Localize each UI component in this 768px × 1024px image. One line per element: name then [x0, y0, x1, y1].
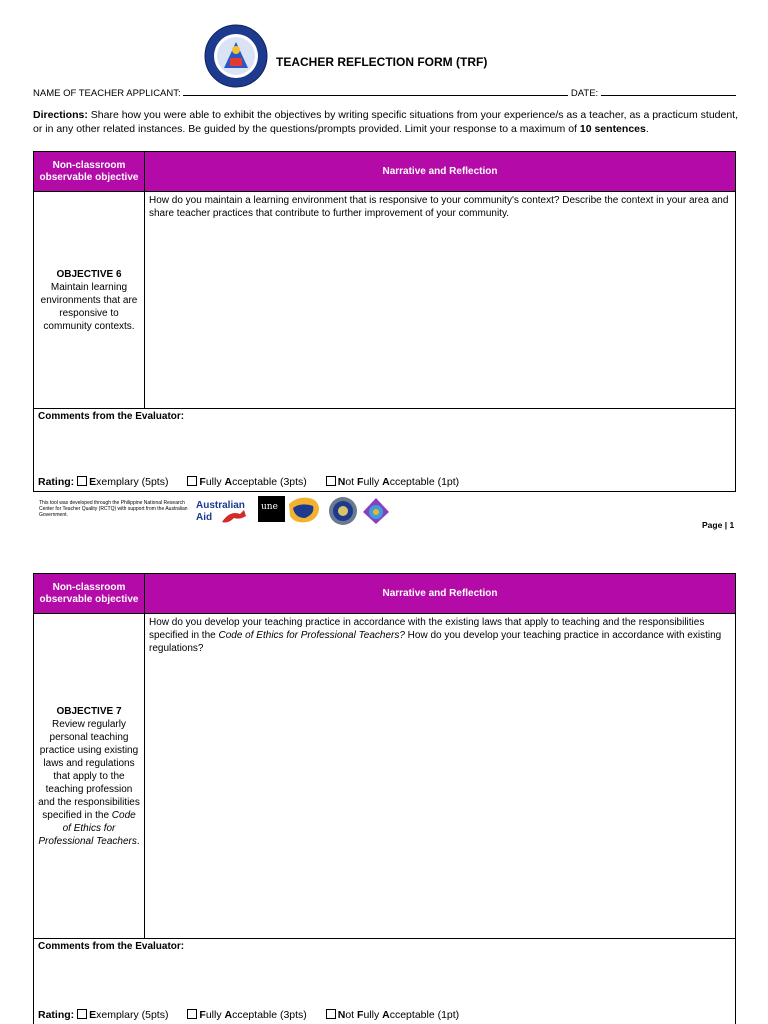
checkbox[interactable] [77, 476, 87, 486]
objective-6-title: OBJECTIVE 6 [56, 268, 122, 280]
opt-text: cceptable (1pt) [389, 476, 460, 488]
opt-initial: F [199, 476, 206, 488]
institution-seal-logo [328, 496, 358, 531]
page-footer [0, 494, 768, 534]
opt-initial: F [357, 1009, 364, 1021]
checkbox[interactable] [187, 1009, 197, 1019]
applicant-name-label: NAME OF TEACHER APPLICANT: [33, 88, 181, 99]
applicant-name-field[interactable] [183, 87, 568, 96]
logo-australian: Australian [196, 500, 245, 511]
rating-exemplary[interactable] [77, 476, 168, 488]
australian-aid-logo [196, 496, 252, 531]
applicant-line [33, 87, 738, 99]
opt-text: ully [363, 476, 383, 488]
page-number [702, 520, 734, 530]
page-value: | 1 [724, 520, 735, 530]
opt-initial: F [357, 476, 364, 488]
opt-initial: A [382, 476, 390, 488]
checkbox[interactable] [77, 1009, 87, 1019]
obj7-prompt-text: How do you develop your teaching practice in accordance with the existing laws that apply to teaching and the responsibilities specified in the [149, 617, 705, 641]
obj7-desc-italic: Code of Ethics for Professional Teachers [38, 809, 137, 847]
comments-label: Comments from the Evaluator: [38, 941, 185, 952]
date-field[interactable] [601, 87, 736, 96]
evaluator-comments-6[interactable] [34, 409, 736, 492]
footer-note: This tool was developed through the Philippine National Research Center for Teacher Quality (RCTQ) with support from the Australian Government. [39, 500, 188, 518]
obj7-prompt-italic: Code of Ethics for Professional Teachers? [218, 630, 405, 641]
opt-initial: N [337, 476, 346, 488]
deped-seal [196, 24, 276, 88]
opt-text: ot [345, 1009, 358, 1021]
opt-text: ully [205, 476, 225, 488]
rating-fully-acceptable[interactable] [187, 1009, 306, 1021]
objective-7-table [33, 573, 736, 1024]
objective-7-prompt [149, 616, 731, 655]
objective-6-response-area[interactable] [145, 192, 736, 409]
objective-6-cell [34, 192, 145, 409]
opt-initial: E [89, 1009, 97, 1021]
opt-text: ully [205, 1009, 225, 1021]
rating-row [38, 476, 475, 488]
opt-text: ully [363, 1009, 383, 1021]
spiral-logo [361, 496, 391, 531]
opt-text: ot [345, 476, 358, 488]
opt-text: cceptable (3pts) [232, 1009, 307, 1021]
objective-7-title: OBJECTIVE 7 [56, 705, 122, 717]
opt-text: cceptable (1pt) [389, 1009, 460, 1021]
objective-7-response-area[interactable] [145, 614, 736, 939]
simera-logo [287, 496, 321, 529]
rating-not-fully-acceptable[interactable] [326, 1009, 459, 1021]
opt-text: xemplary (5pts) [96, 476, 169, 488]
rating-row [38, 1009, 475, 1021]
objective-6-prompt: How do you maintain a learning environment that is responsive to your community's context? Describe the context in your area and share teacher practices that contribute to further improvement of your community. [149, 195, 729, 219]
opt-initial: A [224, 476, 233, 488]
opt-initial: A [382, 1009, 390, 1021]
opt-initial: A [224, 1009, 233, 1021]
opt-initial: E [89, 476, 97, 488]
opt-initial: F [199, 1009, 206, 1021]
directions-limit: 10 sentences [579, 123, 646, 135]
header-narrative: Narrative and Reflection [145, 574, 736, 614]
directions [33, 108, 738, 136]
header-narrative: Narrative and Reflection [145, 152, 736, 192]
directions-end: . [645, 123, 649, 135]
objective-6-description: Maintain learning environments that are responsive to community contexts. [40, 281, 138, 332]
logo-aid: Aid [196, 512, 213, 523]
directions-text: Share how you were able to exhibit the objectives by writing specific situations from your experience/s as a teacher, as a practicum student, or in any other related instances. Be guided by the questions/prompts provided. Limit your response to a maximum of [33, 109, 739, 135]
objective-7-cell [34, 614, 145, 939]
checkbox[interactable] [326, 1009, 336, 1019]
date-label: DATE: [570, 88, 599, 99]
checkbox[interactable] [187, 476, 197, 486]
opt-initial: N [337, 1009, 346, 1021]
rating-exemplary[interactable] [77, 1009, 168, 1021]
rating-fully-acceptable[interactable] [187, 476, 306, 488]
rating-label: Rating: [38, 1009, 75, 1021]
directions-label: Directions: [33, 109, 88, 121]
header-objective: Non-classroom observable objective [34, 574, 145, 614]
page-label: Page [702, 520, 723, 530]
obj7-desc-end: . [136, 835, 140, 847]
rating-label: Rating: [38, 476, 75, 488]
opt-text: xemplary (5pts) [96, 1009, 169, 1021]
obj7-prompt-end: How do you develop your teaching practice in accordance with existing regulations? [149, 630, 722, 654]
form-title: TEACHER REFLECTION FORM (TRF) [276, 55, 488, 69]
header-objective: Non-classroom observable objective [34, 152, 145, 192]
comments-label: Comments from the Evaluator: [38, 411, 185, 422]
obj7-desc-text: Review regularly personal teaching practice using existing laws and regulations that apply to the teaching profession and the responsibilities specified in the [38, 718, 140, 821]
evaluator-comments-7[interactable] [34, 939, 736, 1024]
rating-not-fully-acceptable[interactable] [326, 476, 459, 488]
une-logo: une [258, 496, 285, 522]
opt-text: cceptable (3pts) [232, 476, 307, 488]
checkbox[interactable] [326, 476, 336, 486]
objective-7-description [38, 718, 140, 848]
objective-6-table [33, 151, 736, 492]
